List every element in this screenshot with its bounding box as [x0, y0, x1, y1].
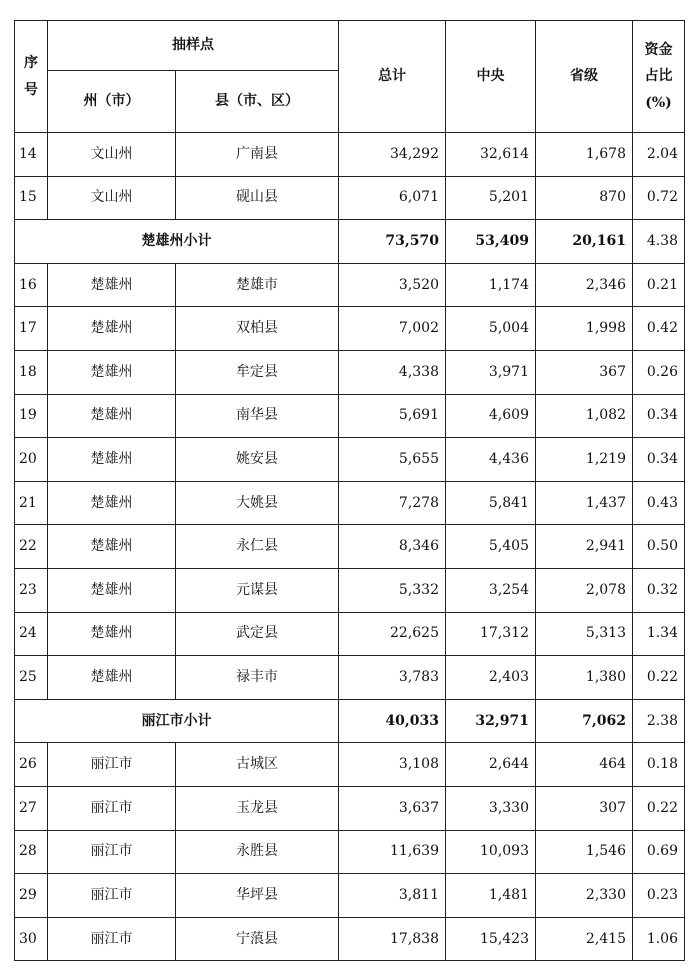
row-number: 26 [15, 743, 48, 787]
table-row [15, 394, 685, 438]
central-cell: 17,312 [446, 612, 536, 656]
county-cell: 永胜县 [176, 830, 339, 874]
table-row [15, 786, 685, 830]
central-cell: 53,409 [446, 220, 536, 264]
total-cell: 5,332 [339, 568, 446, 612]
ratio-cell: 0.21 [633, 263, 685, 307]
ratio-cell: 0.42 [633, 307, 685, 351]
table-row [15, 133, 685, 177]
row-number: 24 [15, 612, 48, 656]
provincial-cell: 1,998 [536, 307, 633, 351]
prefecture-cell: 丽江市 [48, 830, 176, 874]
seq-header [15, 21, 48, 133]
row-number: 28 [15, 830, 48, 874]
provincial-cell: 2,330 [536, 874, 633, 918]
table-row [15, 307, 685, 351]
central-cell: 3,971 [446, 350, 536, 394]
row-number: 18 [15, 350, 48, 394]
central-cell: 3,254 [446, 568, 536, 612]
ratio-header [633, 21, 685, 133]
central-cell: 5,405 [446, 525, 536, 569]
prefecture-cell: 丽江市 [48, 743, 176, 787]
total-header: 总计 [339, 21, 446, 133]
county-cell: 姚安县 [176, 438, 339, 482]
seq-header-char-1: 序 [24, 54, 38, 71]
county-header: 县（市、区） [176, 71, 339, 133]
ratio-header-line-3: (%) [645, 94, 672, 111]
provincial-header: 省级 [536, 21, 633, 133]
county-cell: 楚雄市 [176, 263, 339, 307]
seq-header-char-2: 号 [24, 81, 38, 98]
sample-point-header: 抽样点 [48, 21, 339, 71]
county-cell: 砚山县 [176, 176, 339, 220]
row-number: 16 [15, 263, 48, 307]
ratio-cell: 0.72 [633, 176, 685, 220]
provincial-cell: 2,941 [536, 525, 633, 569]
table-row [15, 481, 685, 525]
central-cell: 3,330 [446, 786, 536, 830]
table-row [15, 830, 685, 874]
subtotal-row [15, 699, 685, 743]
total-cell: 17,838 [339, 917, 446, 961]
prefecture-cell: 文山州 [48, 176, 176, 220]
provincial-cell: 870 [536, 176, 633, 220]
table-row [15, 350, 685, 394]
table-row [15, 612, 685, 656]
prefecture-cell: 楚雄州 [48, 656, 176, 700]
county-cell: 宁蒗县 [176, 917, 339, 961]
county-cell: 武定县 [176, 612, 339, 656]
ratio-header-line-2: 占比 [644, 68, 673, 85]
ratio-cell: 0.22 [633, 656, 685, 700]
row-number: 27 [15, 786, 48, 830]
row-number: 17 [15, 307, 48, 351]
provincial-cell: 307 [536, 786, 633, 830]
row-number: 22 [15, 525, 48, 569]
total-cell: 6,071 [339, 176, 446, 220]
total-cell: 3,811 [339, 874, 446, 918]
county-cell: 华坪县 [176, 874, 339, 918]
row-number: 19 [15, 394, 48, 438]
ratio-cell: 0.34 [633, 394, 685, 438]
provincial-cell: 1,437 [536, 481, 633, 525]
total-cell: 8,346 [339, 525, 446, 569]
row-number: 21 [15, 481, 48, 525]
row-number: 20 [15, 438, 48, 482]
provincial-cell: 1,546 [536, 830, 633, 874]
ratio-cell: 0.43 [633, 481, 685, 525]
prefecture-cell: 丽江市 [48, 917, 176, 961]
central-header: 中央 [446, 21, 536, 133]
table-row [15, 874, 685, 918]
prefecture-cell: 丽江市 [48, 874, 176, 918]
county-cell: 双柏县 [176, 307, 339, 351]
total-cell: 22,625 [339, 612, 446, 656]
table-row [15, 176, 685, 220]
total-cell: 3,783 [339, 656, 446, 700]
prefecture-cell: 文山州 [48, 133, 176, 177]
ratio-cell: 0.22 [633, 786, 685, 830]
ratio-cell: 0.23 [633, 874, 685, 918]
table-row [15, 263, 685, 307]
county-cell: 大姚县 [176, 481, 339, 525]
ratio-cell: 2.38 [633, 699, 685, 743]
prefecture-cell: 楚雄州 [48, 394, 176, 438]
row-number: 29 [15, 874, 48, 918]
central-cell: 5,004 [446, 307, 536, 351]
total-cell: 11,639 [339, 830, 446, 874]
provincial-cell: 1,219 [536, 438, 633, 482]
subtotal-row [15, 220, 685, 264]
prefecture-cell: 楚雄州 [48, 481, 176, 525]
central-cell: 15,423 [446, 917, 536, 961]
central-cell: 32,971 [446, 699, 536, 743]
ratio-header-line-1: 资金 [644, 41, 673, 58]
row-number: 25 [15, 656, 48, 700]
ratio-cell: 2.04 [633, 133, 685, 177]
prefecture-cell: 丽江市 [48, 786, 176, 830]
total-cell: 4,338 [339, 350, 446, 394]
provincial-cell: 1,082 [536, 394, 633, 438]
county-cell: 玉龙县 [176, 786, 339, 830]
total-cell: 7,002 [339, 307, 446, 351]
row-number: 30 [15, 917, 48, 961]
table-row [15, 438, 685, 482]
table-row [15, 743, 685, 787]
central-cell: 1,174 [446, 263, 536, 307]
row-number: 23 [15, 568, 48, 612]
prefecture-cell: 楚雄州 [48, 612, 176, 656]
row-number: 15 [15, 176, 48, 220]
provincial-cell: 2,415 [536, 917, 633, 961]
provincial-cell: 7,062 [536, 699, 633, 743]
total-cell: 40,033 [339, 699, 446, 743]
county-cell: 禄丰市 [176, 656, 339, 700]
total-cell: 34,292 [339, 133, 446, 177]
provincial-cell: 1,678 [536, 133, 633, 177]
prefecture-cell: 楚雄州 [48, 307, 176, 351]
central-cell: 4,609 [446, 394, 536, 438]
county-cell: 古城区 [176, 743, 339, 787]
table-row [15, 917, 685, 961]
ratio-cell: 0.50 [633, 525, 685, 569]
prefecture-cell: 楚雄州 [48, 350, 176, 394]
central-cell: 2,403 [446, 656, 536, 700]
ratio-cell: 0.26 [633, 350, 685, 394]
total-cell: 7,278 [339, 481, 446, 525]
ratio-cell: 0.69 [633, 830, 685, 874]
prefecture-cell: 楚雄州 [48, 525, 176, 569]
county-cell: 牟定县 [176, 350, 339, 394]
central-cell: 4,436 [446, 438, 536, 482]
total-cell: 3,108 [339, 743, 446, 787]
central-cell: 5,201 [446, 176, 536, 220]
provincial-cell: 20,161 [536, 220, 633, 264]
total-cell: 3,637 [339, 786, 446, 830]
provincial-cell: 5,313 [536, 612, 633, 656]
central-cell: 10,093 [446, 830, 536, 874]
central-cell: 5,841 [446, 481, 536, 525]
table-row [15, 568, 685, 612]
ratio-cell: 0.32 [633, 568, 685, 612]
county-cell: 南华县 [176, 394, 339, 438]
subtotal-label: 楚雄州小计 [15, 220, 339, 264]
total-cell: 73,570 [339, 220, 446, 264]
provincial-cell: 2,346 [536, 263, 633, 307]
table-row [15, 656, 685, 700]
ratio-cell: 4.38 [633, 220, 685, 264]
ratio-cell: 0.34 [633, 438, 685, 482]
subtotal-label: 丽江市小计 [15, 699, 339, 743]
central-cell: 32,614 [446, 133, 536, 177]
ratio-cell: 1.34 [633, 612, 685, 656]
central-cell: 2,644 [446, 743, 536, 787]
county-cell: 元谋县 [176, 568, 339, 612]
row-number: 14 [15, 133, 48, 177]
provincial-cell: 367 [536, 350, 633, 394]
table-header [15, 21, 685, 133]
prefecture-cell: 楚雄州 [48, 263, 176, 307]
ratio-cell: 0.18 [633, 743, 685, 787]
funding-table [14, 20, 685, 961]
prefecture-cell: 楚雄州 [48, 568, 176, 612]
total-cell: 5,655 [339, 438, 446, 482]
county-cell: 永仁县 [176, 525, 339, 569]
prefecture-header: 州（市） [48, 71, 176, 133]
county-cell: 广南县 [176, 133, 339, 177]
total-cell: 5,691 [339, 394, 446, 438]
total-cell: 3,520 [339, 263, 446, 307]
table-row [15, 525, 685, 569]
provincial-cell: 1,380 [536, 656, 633, 700]
table-body [15, 133, 685, 961]
provincial-cell: 2,078 [536, 568, 633, 612]
provincial-cell: 464 [536, 743, 633, 787]
ratio-cell: 1.06 [633, 917, 685, 961]
prefecture-cell: 楚雄州 [48, 438, 176, 482]
central-cell: 1,481 [446, 874, 536, 918]
